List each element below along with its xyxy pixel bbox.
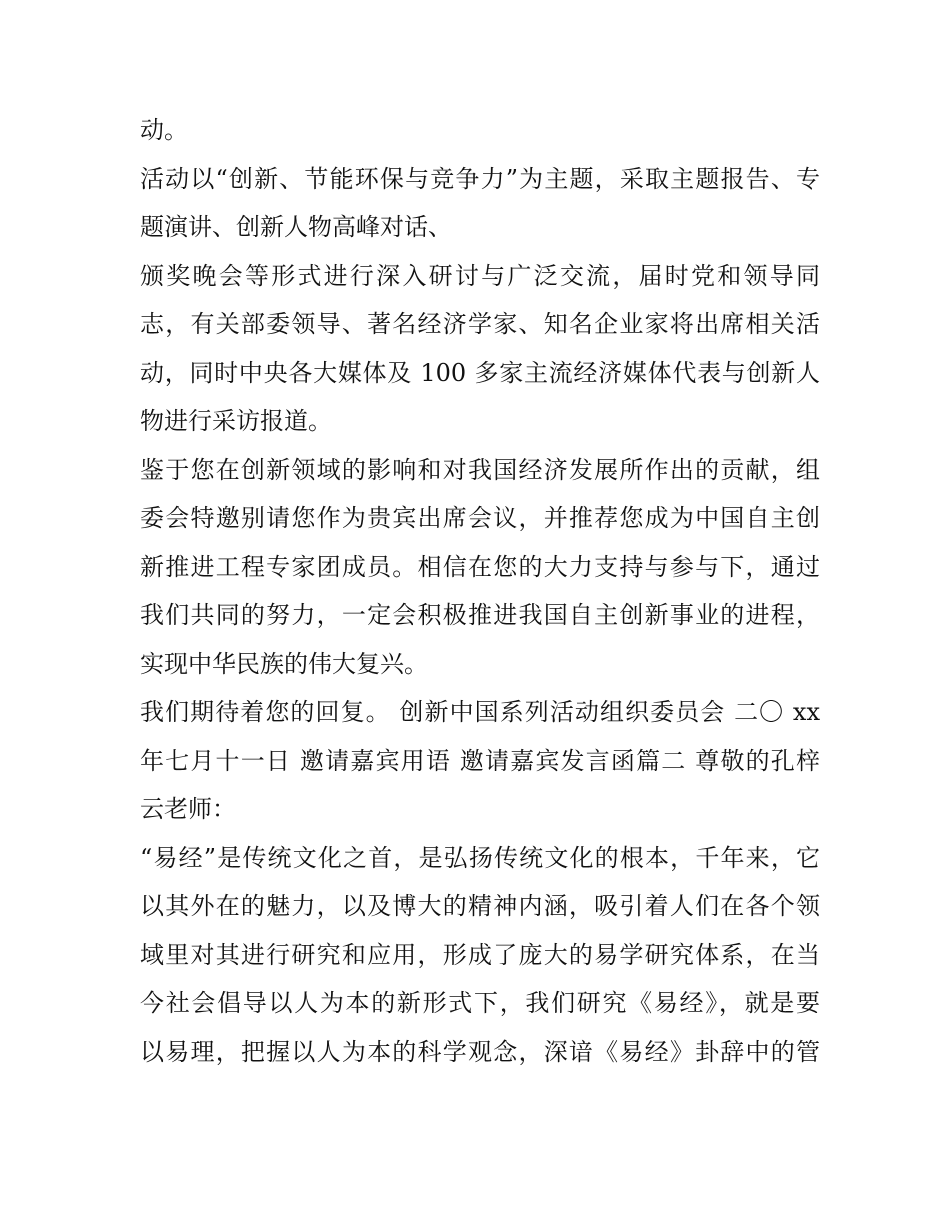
text-line: 志，有关部委领导、著名经济学家、知名企业家将出席相关活 bbox=[140, 310, 820, 338]
text-line: 物进行采访报道。 bbox=[140, 407, 332, 435]
text-line: 年七月十一日 邀请嘉宾用语 邀请嘉宾发言函篇二 尊敬的孔梓 bbox=[140, 746, 820, 775]
text-line: 以易理，把握以人为本的科学观念，深谙《易经》卦辞中的管 bbox=[140, 1037, 820, 1066]
text-line: 以其外在的魅力，以及博大的精神内涵，吸引着人们在各个领 bbox=[140, 892, 820, 920]
text-line: 委会特邀别请您作为贵宾出席会议，并推荐您成为中国自主创 bbox=[140, 504, 820, 532]
text-line: 实现中华民族的伟大复兴。 bbox=[140, 649, 428, 678]
text-line: 新推进工程专家团成员。相信在您的大力支持与参与下，通过 bbox=[140, 552, 820, 581]
text-line: 题演讲、创新人物高峰对话、 bbox=[140, 213, 452, 241]
text-line: 鉴于您在创新领域的影响和对我国经济发展所作出的贡献，组 bbox=[140, 455, 820, 484]
text-line: 动，同时中央各大媒体及 100 多家主流经济媒体代表与创新人 bbox=[140, 358, 820, 387]
text-line: 我们共同的努力，一定会积极推进我国自主创新事业的进程， bbox=[140, 601, 820, 629]
text-line: 活动以“创新、节能环保与竞争力”为主题，采取主题报告、专 bbox=[140, 164, 820, 193]
text-line: 我们期待着您的回复。 创新中国系列活动组织委员会 二〇 xx bbox=[140, 698, 820, 726]
text-line: “易经”是传统文化之首，是弘扬传统文化的根本，千年来，它 bbox=[140, 843, 820, 872]
text-line: 云老师： bbox=[140, 795, 236, 823]
text-line: 今社会倡导以人为本的新形式下，我们研究《易经》，就是要 bbox=[140, 989, 820, 1017]
text-line: 颁奖晚会等形式进行深入研讨与广泛交流，届时党和领导同 bbox=[140, 261, 820, 290]
text-line: 动。 bbox=[140, 116, 188, 144]
document-body bbox=[140, 106, 820, 1076]
text-line: 域里对其进行研究和应用，形成了庞大的易学研究体系，在当 bbox=[140, 940, 820, 969]
